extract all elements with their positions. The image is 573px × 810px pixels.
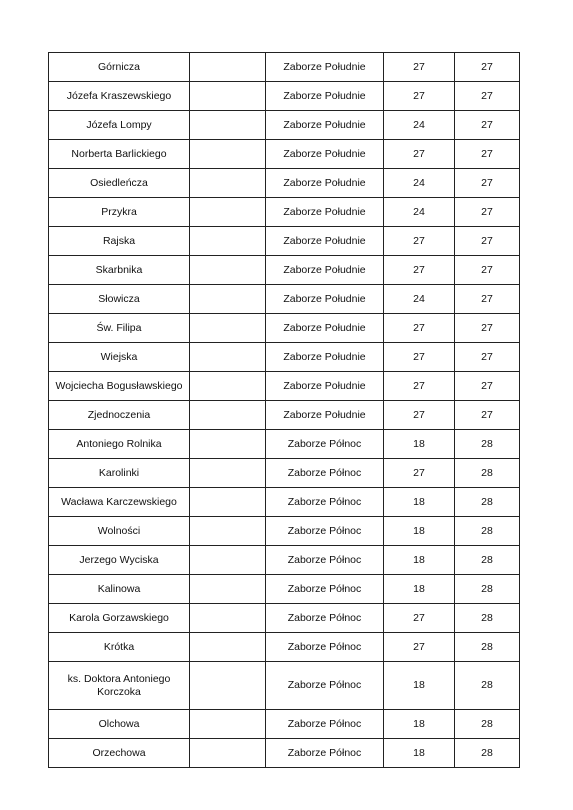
number-cell-1: 27 xyxy=(384,401,455,430)
street-name-cell: Józefa Lompy xyxy=(49,111,190,140)
blank-cell xyxy=(190,575,266,604)
number-cell-2: 27 xyxy=(455,169,520,198)
blank-cell xyxy=(190,488,266,517)
number-cell-2: 27 xyxy=(455,227,520,256)
number-cell-1: 24 xyxy=(384,111,455,140)
district-cell: Zaborze Północ xyxy=(266,459,384,488)
number-cell-2: 28 xyxy=(455,604,520,633)
number-cell-1: 18 xyxy=(384,710,455,739)
table-row xyxy=(49,53,520,82)
street-name-cell: Wolności xyxy=(49,517,190,546)
district-cell: Zaborze Południe xyxy=(266,169,384,198)
number-cell-2: 27 xyxy=(455,82,520,111)
blank-cell xyxy=(190,111,266,140)
table-row xyxy=(49,314,520,343)
blank-cell xyxy=(190,633,266,662)
table-row xyxy=(49,343,520,372)
blank-cell xyxy=(190,198,266,227)
table-row xyxy=(49,256,520,285)
street-name-cell: Norberta Barlickiego xyxy=(49,140,190,169)
street-name-cell: Karola Gorzawskiego xyxy=(49,604,190,633)
number-cell-1: 27 xyxy=(384,53,455,82)
blank-cell xyxy=(190,227,266,256)
number-cell-1: 18 xyxy=(384,488,455,517)
number-cell-2: 27 xyxy=(455,401,520,430)
blank-cell xyxy=(190,604,266,633)
number-cell-2: 28 xyxy=(455,710,520,739)
street-name-cell: ks. Doktora Antoniego Korczoka xyxy=(49,662,190,710)
table-row xyxy=(49,604,520,633)
table-row xyxy=(49,198,520,227)
table-row xyxy=(49,401,520,430)
number-cell-2: 27 xyxy=(455,285,520,314)
blank-cell xyxy=(190,739,266,768)
number-cell-2: 28 xyxy=(455,488,520,517)
district-cell: Zaborze Południe xyxy=(266,343,384,372)
street-name-cell: Krótka xyxy=(49,633,190,662)
number-cell-1: 24 xyxy=(384,198,455,227)
street-name-cell: Jerzego Wyciska xyxy=(49,546,190,575)
blank-cell xyxy=(190,256,266,285)
district-cell: Zaborze Północ xyxy=(266,575,384,604)
table-row xyxy=(49,372,520,401)
district-cell: Zaborze Południe xyxy=(266,53,384,82)
blank-cell xyxy=(190,314,266,343)
number-cell-1: 18 xyxy=(384,575,455,604)
street-name-cell: Olchowa xyxy=(49,710,190,739)
table-row xyxy=(49,82,520,111)
number-cell-1: 27 xyxy=(384,314,455,343)
table-row xyxy=(49,227,520,256)
street-name-cell: Wiejska xyxy=(49,343,190,372)
street-name-cell: Wojciecha Bogusławskiego xyxy=(49,372,190,401)
table-row xyxy=(49,488,520,517)
number-cell-2: 27 xyxy=(455,343,520,372)
blank-cell xyxy=(190,285,266,314)
table-row xyxy=(49,169,520,198)
table-row xyxy=(49,111,520,140)
table-row xyxy=(49,710,520,739)
number-cell-1: 27 xyxy=(384,140,455,169)
street-name-cell: Osiedleńcza xyxy=(49,169,190,198)
blank-cell xyxy=(190,372,266,401)
blank-cell xyxy=(190,401,266,430)
number-cell-2: 28 xyxy=(455,633,520,662)
number-cell-2: 27 xyxy=(455,198,520,227)
district-cell: Zaborze Południe xyxy=(266,256,384,285)
number-cell-2: 28 xyxy=(455,575,520,604)
table-row xyxy=(49,459,520,488)
blank-cell xyxy=(190,662,266,710)
table-row xyxy=(49,430,520,459)
table-row xyxy=(49,739,520,768)
street-name-cell: Orzechowa xyxy=(49,739,190,768)
number-cell-1: 27 xyxy=(384,82,455,111)
blank-cell xyxy=(190,430,266,459)
district-cell: Zaborze Południe xyxy=(266,372,384,401)
number-cell-1: 27 xyxy=(384,227,455,256)
street-name-cell: Św. Filipa xyxy=(49,314,190,343)
street-name-cell: Karolinki xyxy=(49,459,190,488)
blank-cell xyxy=(190,82,266,111)
blank-cell xyxy=(190,169,266,198)
street-name-cell: Zjednoczenia xyxy=(49,401,190,430)
district-cell: Zaborze Południe xyxy=(266,82,384,111)
street-name-cell: Górnicza xyxy=(49,53,190,82)
number-cell-1: 27 xyxy=(384,459,455,488)
number-cell-2: 28 xyxy=(455,662,520,710)
number-cell-2: 27 xyxy=(455,314,520,343)
number-cell-1: 27 xyxy=(384,604,455,633)
district-cell: Zaborze Południe xyxy=(266,285,384,314)
table-row xyxy=(49,633,520,662)
district-cell: Zaborze Północ xyxy=(266,604,384,633)
blank-cell xyxy=(190,710,266,739)
street-table-body xyxy=(49,53,520,768)
number-cell-1: 18 xyxy=(384,546,455,575)
number-cell-1: 27 xyxy=(384,372,455,401)
district-cell: Zaborze Południe xyxy=(266,140,384,169)
district-cell: Zaborze Południe xyxy=(266,198,384,227)
district-cell: Zaborze Północ xyxy=(266,546,384,575)
number-cell-2: 28 xyxy=(455,517,520,546)
number-cell-2: 27 xyxy=(455,140,520,169)
number-cell-2: 28 xyxy=(455,430,520,459)
table-row xyxy=(49,546,520,575)
number-cell-2: 28 xyxy=(455,739,520,768)
number-cell-2: 27 xyxy=(455,372,520,401)
district-cell: Zaborze Północ xyxy=(266,739,384,768)
number-cell-1: 24 xyxy=(384,285,455,314)
street-name-cell: Wacława Karczewskiego xyxy=(49,488,190,517)
street-name-cell: Przykra xyxy=(49,198,190,227)
blank-cell xyxy=(190,459,266,488)
blank-cell xyxy=(190,343,266,372)
number-cell-2: 27 xyxy=(455,256,520,285)
street-name-cell: Kalinowa xyxy=(49,575,190,604)
table-row xyxy=(49,285,520,314)
table-row xyxy=(49,575,520,604)
district-cell: Zaborze Południe xyxy=(266,401,384,430)
street-name-cell: Słowicza xyxy=(49,285,190,314)
number-cell-2: 27 xyxy=(455,53,520,82)
street-name-cell: Rajska xyxy=(49,227,190,256)
district-cell: Zaborze Południe xyxy=(266,227,384,256)
blank-cell xyxy=(190,53,266,82)
street-name-cell: Skarbnika xyxy=(49,256,190,285)
blank-cell xyxy=(190,546,266,575)
blank-cell xyxy=(190,140,266,169)
district-cell: Zaborze Północ xyxy=(266,517,384,546)
number-cell-1: 18 xyxy=(384,430,455,459)
street-name-cell: Józefa Kraszewskiego xyxy=(49,82,190,111)
district-cell: Zaborze Północ xyxy=(266,430,384,459)
number-cell-1: 18 xyxy=(384,662,455,710)
district-cell: Zaborze Północ xyxy=(266,633,384,662)
number-cell-1: 27 xyxy=(384,343,455,372)
street-name-cell: Antoniego Rolnika xyxy=(49,430,190,459)
district-cell: Zaborze Południe xyxy=(266,111,384,140)
blank-cell xyxy=(190,517,266,546)
number-cell-1: 27 xyxy=(384,633,455,662)
table-row xyxy=(49,140,520,169)
district-cell: Zaborze Północ xyxy=(266,710,384,739)
district-cell: Zaborze Południe xyxy=(266,314,384,343)
number-cell-2: 28 xyxy=(455,546,520,575)
street-table xyxy=(48,52,520,768)
table-row xyxy=(49,662,520,710)
number-cell-1: 18 xyxy=(384,517,455,546)
table-row xyxy=(49,517,520,546)
number-cell-1: 27 xyxy=(384,256,455,285)
number-cell-2: 28 xyxy=(455,459,520,488)
number-cell-1: 18 xyxy=(384,739,455,768)
number-cell-2: 27 xyxy=(455,111,520,140)
district-cell: Zaborze Północ xyxy=(266,662,384,710)
district-cell: Zaborze Północ xyxy=(266,488,384,517)
number-cell-1: 24 xyxy=(384,169,455,198)
